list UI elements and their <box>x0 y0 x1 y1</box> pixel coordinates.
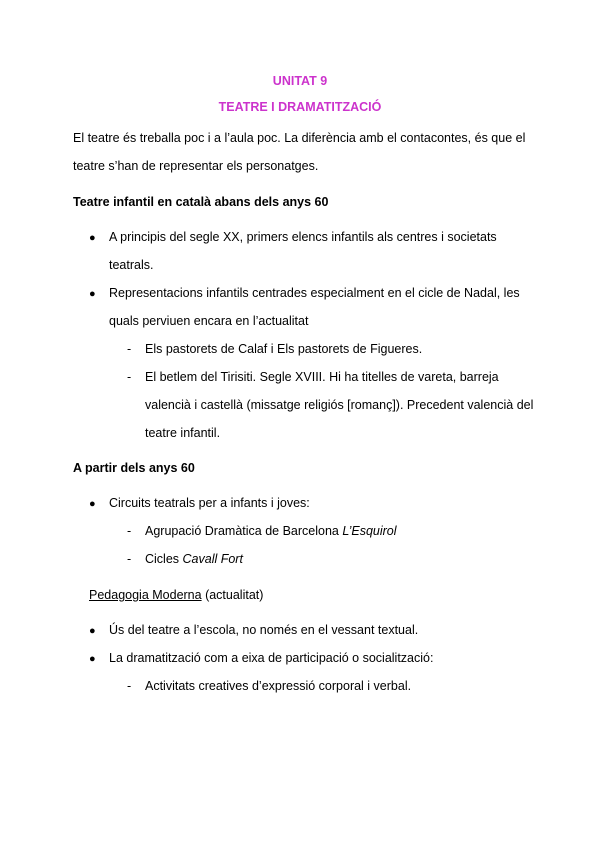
s3-bullet1: Ús del teatre a l’escola, no només en el vessant textual. <box>109 623 419 637</box>
section-heading-1: Teatre infantil en català abans dels anys 60 <box>73 195 329 209</box>
dash-icon: - <box>127 552 132 566</box>
s1-bullet1-line2: teatrals. <box>109 258 154 272</box>
bullet-icon: ● <box>89 653 96 665</box>
bullet-icon: ● <box>89 625 96 637</box>
subtitle: TEATRE I DRAMATITZACIÓ <box>218 100 382 114</box>
s1-bullet2-line2: quals perviuen encara en l’actualitat <box>109 314 309 328</box>
s2-bullet1: Circuits teatrals per a infants i joves: <box>109 496 310 510</box>
bullet-icon: ● <box>89 232 96 244</box>
s1-sub2-line1: El betlem del Tirisiti. Segle XVIII. Hi ha titelles de vareta, barreja <box>145 370 499 384</box>
unit-title: UNITAT 9 <box>272 74 328 88</box>
bullet-icon: ● <box>89 288 96 300</box>
section-heading-3 <box>89 588 263 602</box>
section-heading-2: A partir dels anys 60 <box>73 461 195 475</box>
s1-sub2-line2: valencià i castellà (missatge religiós [romanç]). Precedent valencià del <box>145 398 534 412</box>
dash-icon: - <box>127 342 132 356</box>
s3-heading-underlined: Pedagogia Moderna <box>89 588 202 602</box>
s2-sub1 <box>145 524 397 538</box>
intro-line-1: El teatre és treballa poc i a l’aula poc. La diferència amb el contacontes, és que el <box>73 131 526 145</box>
s1-sub1: Els pastorets de Calaf i Els pastorets de Figueres. <box>145 342 423 356</box>
s2-sub2-italic: Cavall Fort <box>182 552 243 566</box>
bullet-icon: ● <box>89 498 96 510</box>
s2-sub2-text: Cicles <box>145 552 183 566</box>
dash-icon: - <box>127 370 132 384</box>
s2-sub1-text: Agrupació Dramàtica de Barcelona <box>145 524 343 538</box>
intro-line-2: teatre s’han de representar els personatges. <box>73 159 319 173</box>
s3-sub1: Activitats creatives d’expressió corporal i verbal. <box>145 679 412 693</box>
s3-bullet2: La dramatització com a eixa de participació o socialització: <box>109 651 434 665</box>
s3-heading-rest: (actualitat) <box>201 588 264 602</box>
s1-sub2-line3: teatre infantil. <box>145 426 221 440</box>
s2-sub1-italic: L’Esquirol <box>342 524 397 538</box>
dash-icon: - <box>127 679 132 693</box>
dash-icon: - <box>127 524 132 538</box>
s2-sub2 <box>145 552 243 566</box>
s1-bullet1-line1: A principis del segle XX, primers elencs infantils als centres i societats <box>109 230 497 244</box>
s1-bullet2-line1: Representacions infantils centrades especialment en el cicle de Nadal, les <box>109 286 520 300</box>
